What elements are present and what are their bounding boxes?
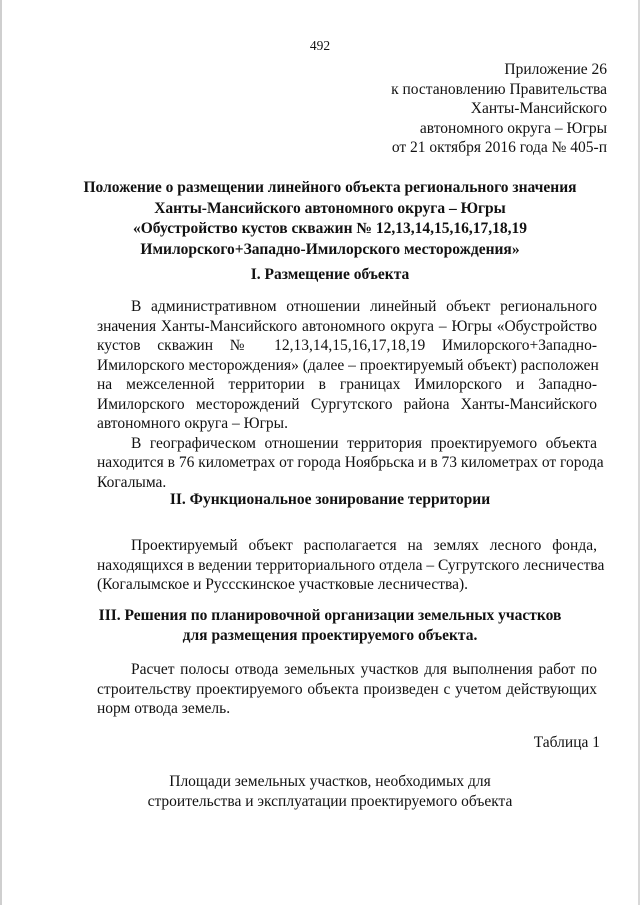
text-line: Когалыма. — [97, 473, 167, 491]
text-line: Имилорского месторождений Сургутского района Ханты-Мансийского — [97, 395, 597, 413]
heading-line: для размещения проектируемого объекта. — [182, 627, 478, 644]
section-1-heading: I. Размещение объекта — [250, 266, 410, 283]
appendix-line: Ханты-Мансийского — [470, 100, 607, 117]
title-line: Имилорского+Западно-Имилорского месторождения» — [140, 240, 520, 258]
appendix-line: Приложение 26 — [504, 61, 607, 78]
text-line: значения Ханты-Мансийского автономного округа – Югры «Обустройство — [97, 317, 597, 335]
caption-line: строительства и эксплуатации проектируемого объекта — [147, 792, 513, 810]
caption-line: Площади земельных участков, необходимых для — [169, 773, 491, 790]
text-line: Расчет полосы отвода земельных участков для выполнения работ по — [131, 661, 597, 678]
section-1-text — [97, 297, 604, 492]
text-line: находящихся в ведении территориального отдела – Сугрутского лесничества — [97, 556, 605, 574]
text-line: (Когалымское и Руссскинское участковые лесничества). — [97, 576, 469, 593]
text-line: В географическом отношении территория проектируемого объекта — [131, 434, 597, 452]
title-line: «Обустройство кустов скважин № 12,13,14,15,16,17,18,19 — [133, 220, 527, 237]
text-line: находится в 76 километрах от города Ноябрьска и в 73 километрах от города — [97, 454, 604, 471]
title-line: Положение о размещении линейного объекта регионального значения — [83, 179, 577, 196]
page-number: 492 — [309, 38, 331, 53]
document-title — [60, 178, 600, 260]
table-label: Таблица 1 — [533, 734, 600, 751]
text-line: Имилорского месторождения» (далее – проектируемый объект) расположен — [97, 356, 599, 374]
text-line: автономного округа – Югры. — [97, 415, 288, 432]
section-3-text — [97, 660, 597, 719]
text-line: Проектируемый объект располагается на землях лесного фонда, — [131, 537, 597, 554]
text-line: кустов скважин № 12,13,14,15,16,17,18,19 Имилорского+Западно- — [97, 337, 597, 354]
text-line: В административном отношении линейный объект регионального — [131, 298, 597, 315]
section-2-heading: II. Функциональное зонирование территории — [169, 491, 491, 508]
section-3-heading — [60, 606, 600, 646]
text-line: на межселенной территории в границах Имилорского и Западно- — [97, 376, 597, 393]
table-caption — [60, 772, 600, 811]
appendix-line: от 21 октября 2016 года № 405-п — [391, 139, 607, 156]
section-2-text — [97, 536, 605, 595]
appendix-line: к постановлению Правительства — [391, 80, 607, 98]
appendix-line: автономного округа – Югры — [419, 119, 607, 137]
appendix-block — [391, 60, 607, 158]
text-line: норм отвода земель. — [97, 700, 231, 717]
heading-line: III. Решения по планировочной организации земельных участков — [98, 607, 562, 624]
text-line: строительству проектируемого объекта произведен с учетом действующих — [97, 680, 597, 698]
scan-edge-left — [0, 0, 2, 905]
title-line: Ханты-Мансийского автономного округа – Югры — [154, 199, 506, 217]
